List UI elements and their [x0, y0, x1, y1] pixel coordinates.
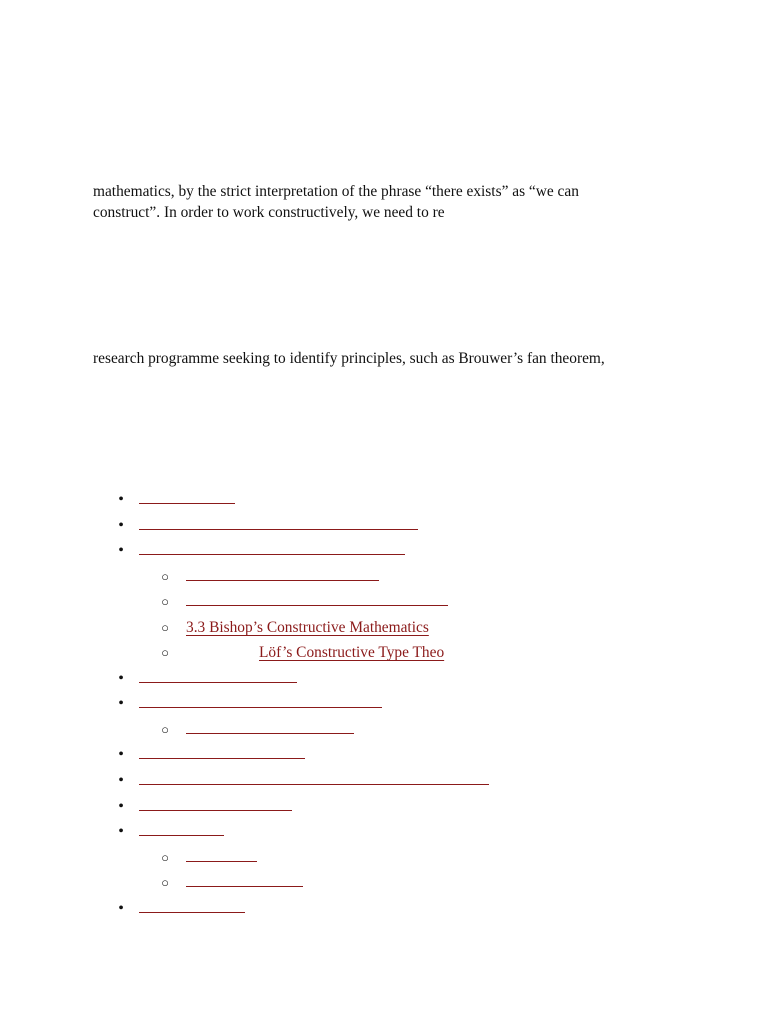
- bullet-marker: •: [118, 772, 124, 789]
- toc-link[interactable]: [186, 719, 354, 734]
- circle-marker: ○: [161, 594, 169, 609]
- toc-link[interactable]: [186, 591, 448, 606]
- toc-link[interactable]: [139, 693, 382, 708]
- toc-link[interactable]: [186, 566, 379, 581]
- bullet-marker: •: [118, 695, 124, 712]
- bullet-marker: •: [118, 517, 124, 534]
- toc-link[interactable]: [139, 540, 405, 555]
- circle-marker: ○: [161, 620, 169, 635]
- toc-link-text: Löf’s Constructive Type Theo: [259, 644, 445, 661]
- toc-link[interactable]: [139, 821, 224, 836]
- bullet-marker: •: [118, 900, 124, 917]
- toc-link[interactable]: [139, 796, 292, 811]
- bullet-marker: •: [118, 798, 124, 815]
- toc-link[interactable]: [139, 898, 245, 913]
- toc-link[interactable]: [186, 847, 257, 862]
- toc-link[interactable]: 3.3 Bishop’s Constructive Mathematics: [186, 619, 429, 636]
- toc-link[interactable]: [186, 642, 468, 664]
- bullet-marker: •: [118, 823, 124, 840]
- bullet-marker: •: [118, 542, 124, 559]
- toc-link[interactable]: [139, 668, 297, 683]
- circle-marker: ○: [161, 645, 169, 660]
- toc-link[interactable]: [186, 872, 303, 887]
- bullet-marker: •: [118, 491, 124, 508]
- paragraph-line: construct”. In order to work constructively, we need to re: [93, 204, 445, 221]
- toc-link[interactable]: [139, 770, 489, 785]
- circle-marker: ○: [161, 569, 169, 584]
- paragraph-line: mathematics, by the strict interpretation of the phrase “there exists” as “we can: [93, 183, 579, 200]
- toc-link[interactable]: [139, 744, 305, 759]
- circle-marker: ○: [161, 875, 169, 890]
- toc-link[interactable]: [139, 489, 235, 504]
- toc-link[interactable]: [139, 515, 418, 530]
- bullet-marker: •: [118, 746, 124, 763]
- circle-marker: ○: [161, 850, 169, 865]
- bullet-marker: •: [118, 670, 124, 687]
- paragraph-line: research programme seeking to identify principles, such as Brouwer’s fan theorem,: [93, 350, 605, 367]
- circle-marker: ○: [161, 722, 169, 737]
